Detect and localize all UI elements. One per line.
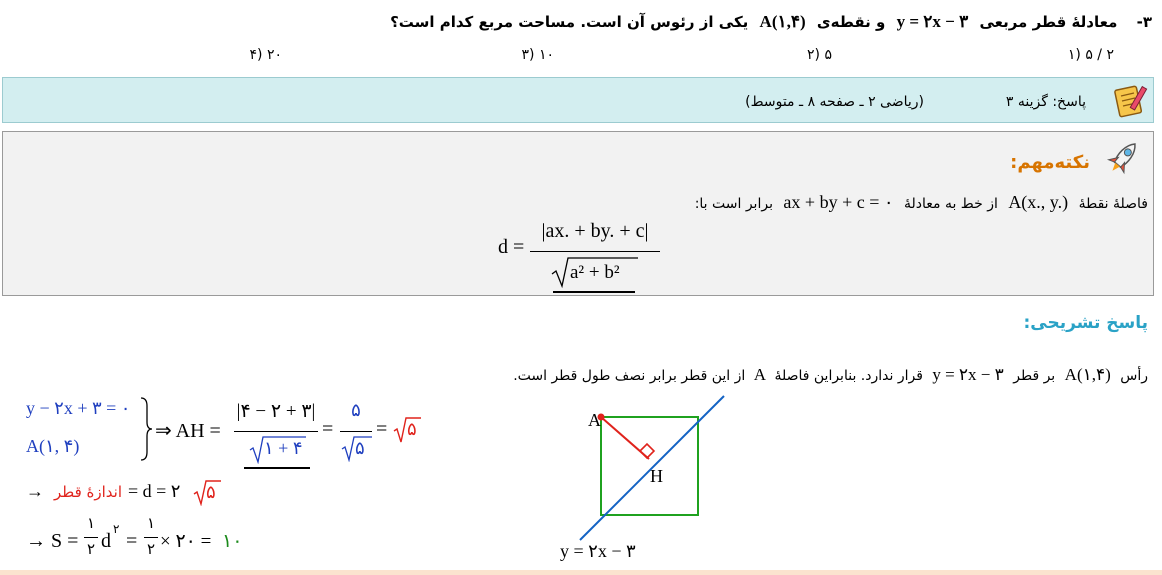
diagonal-root-value: ۵ — [206, 482, 216, 502]
formula-lhs: d = — [498, 236, 525, 258]
diagonal-line-label: y = ۲x − ۳ — [560, 541, 636, 561]
area-lhs: → S = — [26, 530, 79, 552]
question-text — [390, 12, 1152, 32]
ah-fraction-bar-2 — [340, 431, 372, 432]
vertex-a-label: A — [588, 410, 601, 430]
right-angle-marker — [640, 444, 654, 458]
area-equals-2: = — [126, 530, 138, 552]
option-4[interactable]: ۲۰ (۴ — [249, 47, 282, 63]
note-text-3: برابر است با: — [694, 196, 773, 212]
foot-h-label: H — [650, 466, 663, 486]
ah-numerator: |۴ − ۲ + ۳| — [236, 401, 316, 422]
note-text-2: از خط به معادلهٔ — [903, 196, 998, 212]
ah-denominator-2: ۵ — [355, 438, 365, 458]
ah-equals-3: = — [376, 418, 388, 440]
ah-underline — [244, 467, 310, 469]
square-diagram — [540, 368, 760, 543]
ah-equals-2: = — [322, 418, 334, 440]
ah-lhs: ⇒ AH = — [155, 420, 221, 442]
area-result: ۱۰ — [222, 531, 243, 552]
answer-source: (ریاضی ۲ ـ صفحه ۸ ـ متوسط) — [745, 94, 924, 110]
formula-numerator: |ax. + by. + c| — [541, 220, 649, 242]
system-equation-1: y − ۲x + ۳ = ۰ — [26, 398, 131, 418]
answer-bar — [2, 77, 1154, 123]
ah-result: ۵ — [407, 419, 417, 439]
option-2[interactable]: ۵ (۲ — [807, 47, 832, 63]
explanation-sentence-1: رأس — [1120, 368, 1148, 384]
half-numerator-2: ۱ — [146, 516, 156, 532]
question-text-suffix: یکی از رئوس آن است. مساحت مربع کدام است؟ — [390, 13, 749, 31]
formula-fraction-bar — [530, 251, 660, 252]
question-point: A(۱,۴) — [759, 12, 806, 31]
explanation-heading: پاسخ تشریحی: — [1023, 313, 1148, 333]
note-title: نکته‌مهم: — [1010, 152, 1090, 173]
formula-denominator: a² + b² — [570, 262, 620, 283]
bottom-strip — [0, 570, 1162, 575]
half-fraction-bar — [84, 537, 98, 538]
explanation-sentence-4: از این قطر برابر نصف طول قطر است. — [513, 368, 746, 384]
question-text-prefix: معادلهٔ قطر مربعی — [979, 13, 1118, 31]
explanation-sentence-2: بر قطر — [1013, 368, 1056, 384]
ah-fraction-bar — [234, 431, 318, 432]
explanation-a-label: A — [753, 365, 766, 384]
note-text-1: فاصلهٔ نقطهٔ — [1078, 196, 1148, 212]
answer-label: پاسخ: گزینه ۳ — [1005, 94, 1086, 110]
half-numerator: ۱ — [86, 516, 96, 532]
half-denominator-2: ۲ — [146, 542, 156, 558]
system-brace — [138, 396, 154, 462]
explanation-line-equation: y = ۲x − ۳ — [932, 365, 1004, 384]
ah-numerator-2: ۵ — [351, 400, 361, 420]
question-number: ۳- — [1136, 13, 1152, 31]
option-3[interactable]: ۱۰ (۳ — [521, 47, 554, 63]
note-text — [695, 192, 1148, 213]
note-line-equation: ax + by + c = ۰ — [783, 192, 894, 212]
option-1[interactable]: ۲ / ۵ (۱ — [1067, 47, 1114, 63]
note-point: A(x., y.) — [1008, 192, 1069, 212]
diagonal-equation: = d = ۲ — [128, 481, 181, 501]
notebook-pencil-icon — [1110, 82, 1150, 120]
area-times: × ۲۰ = — [160, 531, 212, 552]
diagonal-arrow: → — [26, 481, 44, 501]
formula-underline — [553, 291, 635, 293]
half-fraction-bar-2 — [144, 537, 158, 538]
question-equation: y = ۲x − ۳ — [896, 12, 969, 31]
diagonal-label: اندازهٔ قطر — [54, 483, 123, 501]
system-equation-2: A(۱, ۴) — [26, 436, 80, 456]
area-d: d — [101, 530, 111, 552]
ah-denominator: ۱ + ۴ — [264, 438, 303, 458]
explanation-sentence-3: قرار ندارد. بنابراین فاصلهٔ — [774, 368, 923, 384]
area-exponent: ۲ — [113, 522, 120, 536]
half-denominator: ۲ — [86, 542, 96, 558]
explanation-point: A(۱,۴) — [1064, 365, 1111, 384]
question-text-middle: و نقطه‌ی — [816, 13, 886, 31]
rocket-icon — [1104, 137, 1144, 177]
